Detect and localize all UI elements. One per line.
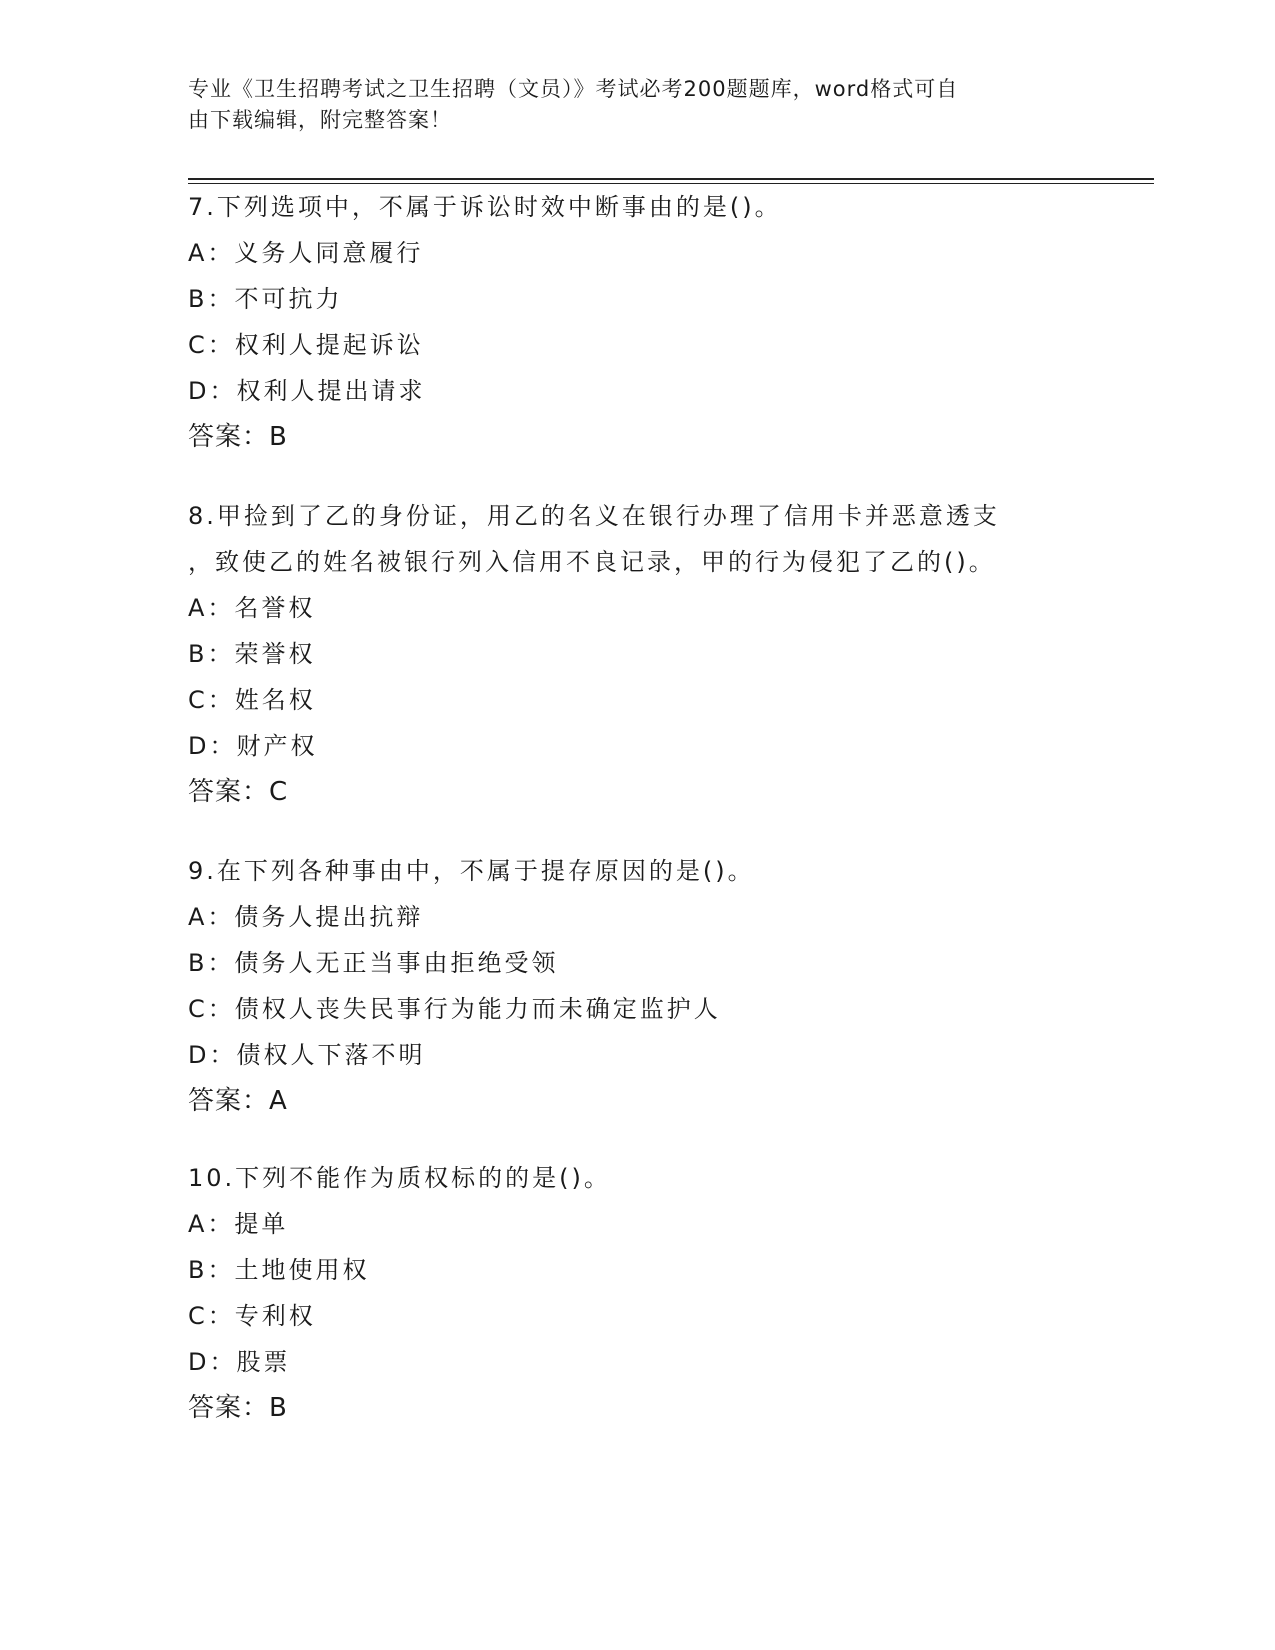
option-c: C：专利权 [188,1302,316,1330]
question-9 [188,848,1088,1124]
option-a: A：提单 [188,1210,289,1238]
answer-label: 答案：B [188,422,288,452]
option-b: B：不可抗力 [188,285,343,313]
option-b: B：债务人无正当事由拒绝受领 [188,949,559,977]
option-d: D：财产权 [188,732,318,760]
option-d: D：权利人提出请求 [188,377,426,405]
question-stem: 10.下列不能作为质权标的的是()。 [188,1164,611,1192]
answer-label: 答案：A [188,1086,288,1116]
option-d: D：债权人下落不明 [188,1041,426,1069]
question-stem: 9.在下列各种事由中，不属于提存原因的是()。 [188,857,755,885]
header-line-1: 专业《卫生招聘考试之卫生招聘（文员）》考试必考200题题库，word格式可自 [188,77,959,101]
option-c: C：权利人提起诉讼 [188,331,424,359]
header-divider-thick [188,178,1154,180]
question-8 [188,493,1088,815]
option-a: A：义务人同意履行 [188,239,424,267]
question-stem-line-2: ，致使乙的姓名被银行列入信用不良记录，甲的行为侵犯了乙的()。 [188,548,996,576]
answer-label: 答案：C [188,777,289,807]
question-7 [188,184,1088,460]
option-d: D：股票 [188,1348,291,1376]
document-header [188,74,1088,136]
question-10 [188,1155,1088,1431]
option-c: C：姓名权 [188,686,316,714]
answer-label: 答案：B [188,1393,288,1423]
header-line-2: 由下载编辑，附完整答案！ [188,108,452,132]
question-stem-line-1: 8.甲捡到了乙的身份证，用乙的名义在银行办理了信用卡并恶意透支 [188,502,1000,530]
option-b: B：土地使用权 [188,1256,370,1284]
option-c: C：债权人丧失民事行为能力而未确定监护人 [188,995,721,1023]
option-a: A：债务人提出抗辩 [188,903,424,931]
option-b: B：荣誉权 [188,640,316,668]
option-a: A：名誉权 [188,594,316,622]
question-stem: 7.下列选项中，不属于诉讼时效中断事由的是()。 [188,193,782,221]
